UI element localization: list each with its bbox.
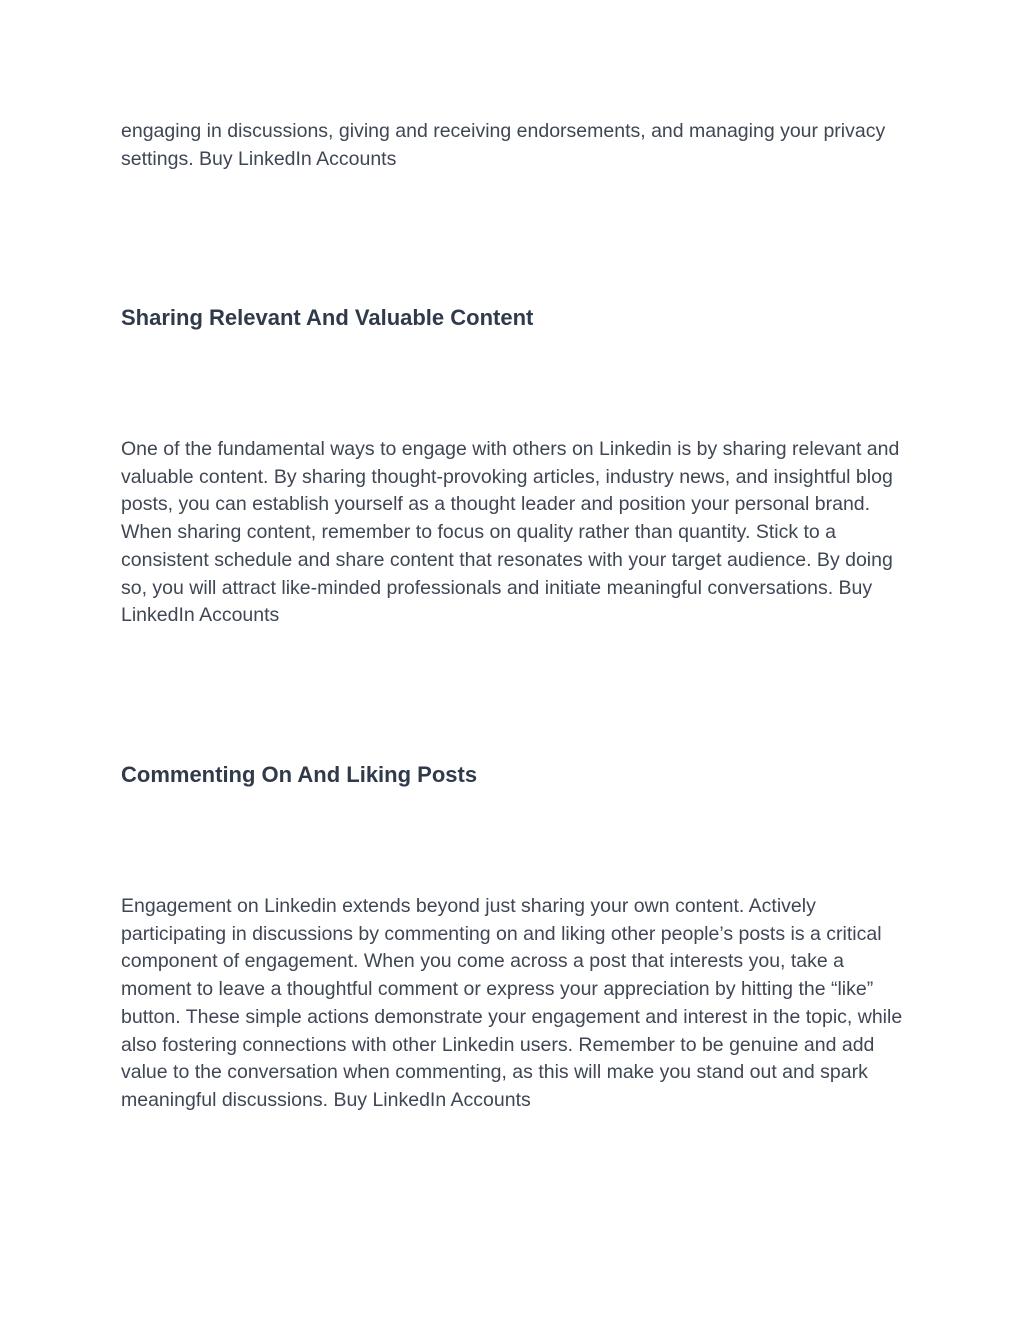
section-heading-sharing-content: Sharing Relevant And Valuable Content [121,305,534,330]
section-heading-commenting-liking: Commenting On And Liking Posts [121,762,478,787]
paragraph-commenting-liking: Engagement on Linkedin extends beyond just sharing your own content. Actively participating in discussions by commenting on and liking other people’s posts is a critical component of engagement. When you come across a post that interests you, take a moment to leave a thoughtful comment or express your appreciation by hitting the “like” button. These simple actions demonstrate your engagement and interest in the topic, while also fostering connections with other Linkedin users. Remember to be genuine and add value to the conversation when commenting, as this will make you stand out and spark meaningful discussions. Buy LinkedIn Accounts [121,895,903,1111]
paragraph-intro: engaging in discussions, giving and receiving endorsements, and managing your privacy settings. Buy LinkedIn Accounts [121,120,886,170]
paragraph-sharing-content: One of the fundamental ways to engage with others on Linkedin is by sharing relevant and valuable content. By sharing thought-provoking articles, industry news, and insightful blog posts, you can establish yourself as a thought leader and position your personal brand. When sharing content, remember to focus on quality rather than quantity. Stick to a consistent schedule and share content that resonates with your target audience. By doing so, you will attract like-minded professionals and initiate meaningful conversations. Buy LinkedIn Accounts [121,438,900,627]
